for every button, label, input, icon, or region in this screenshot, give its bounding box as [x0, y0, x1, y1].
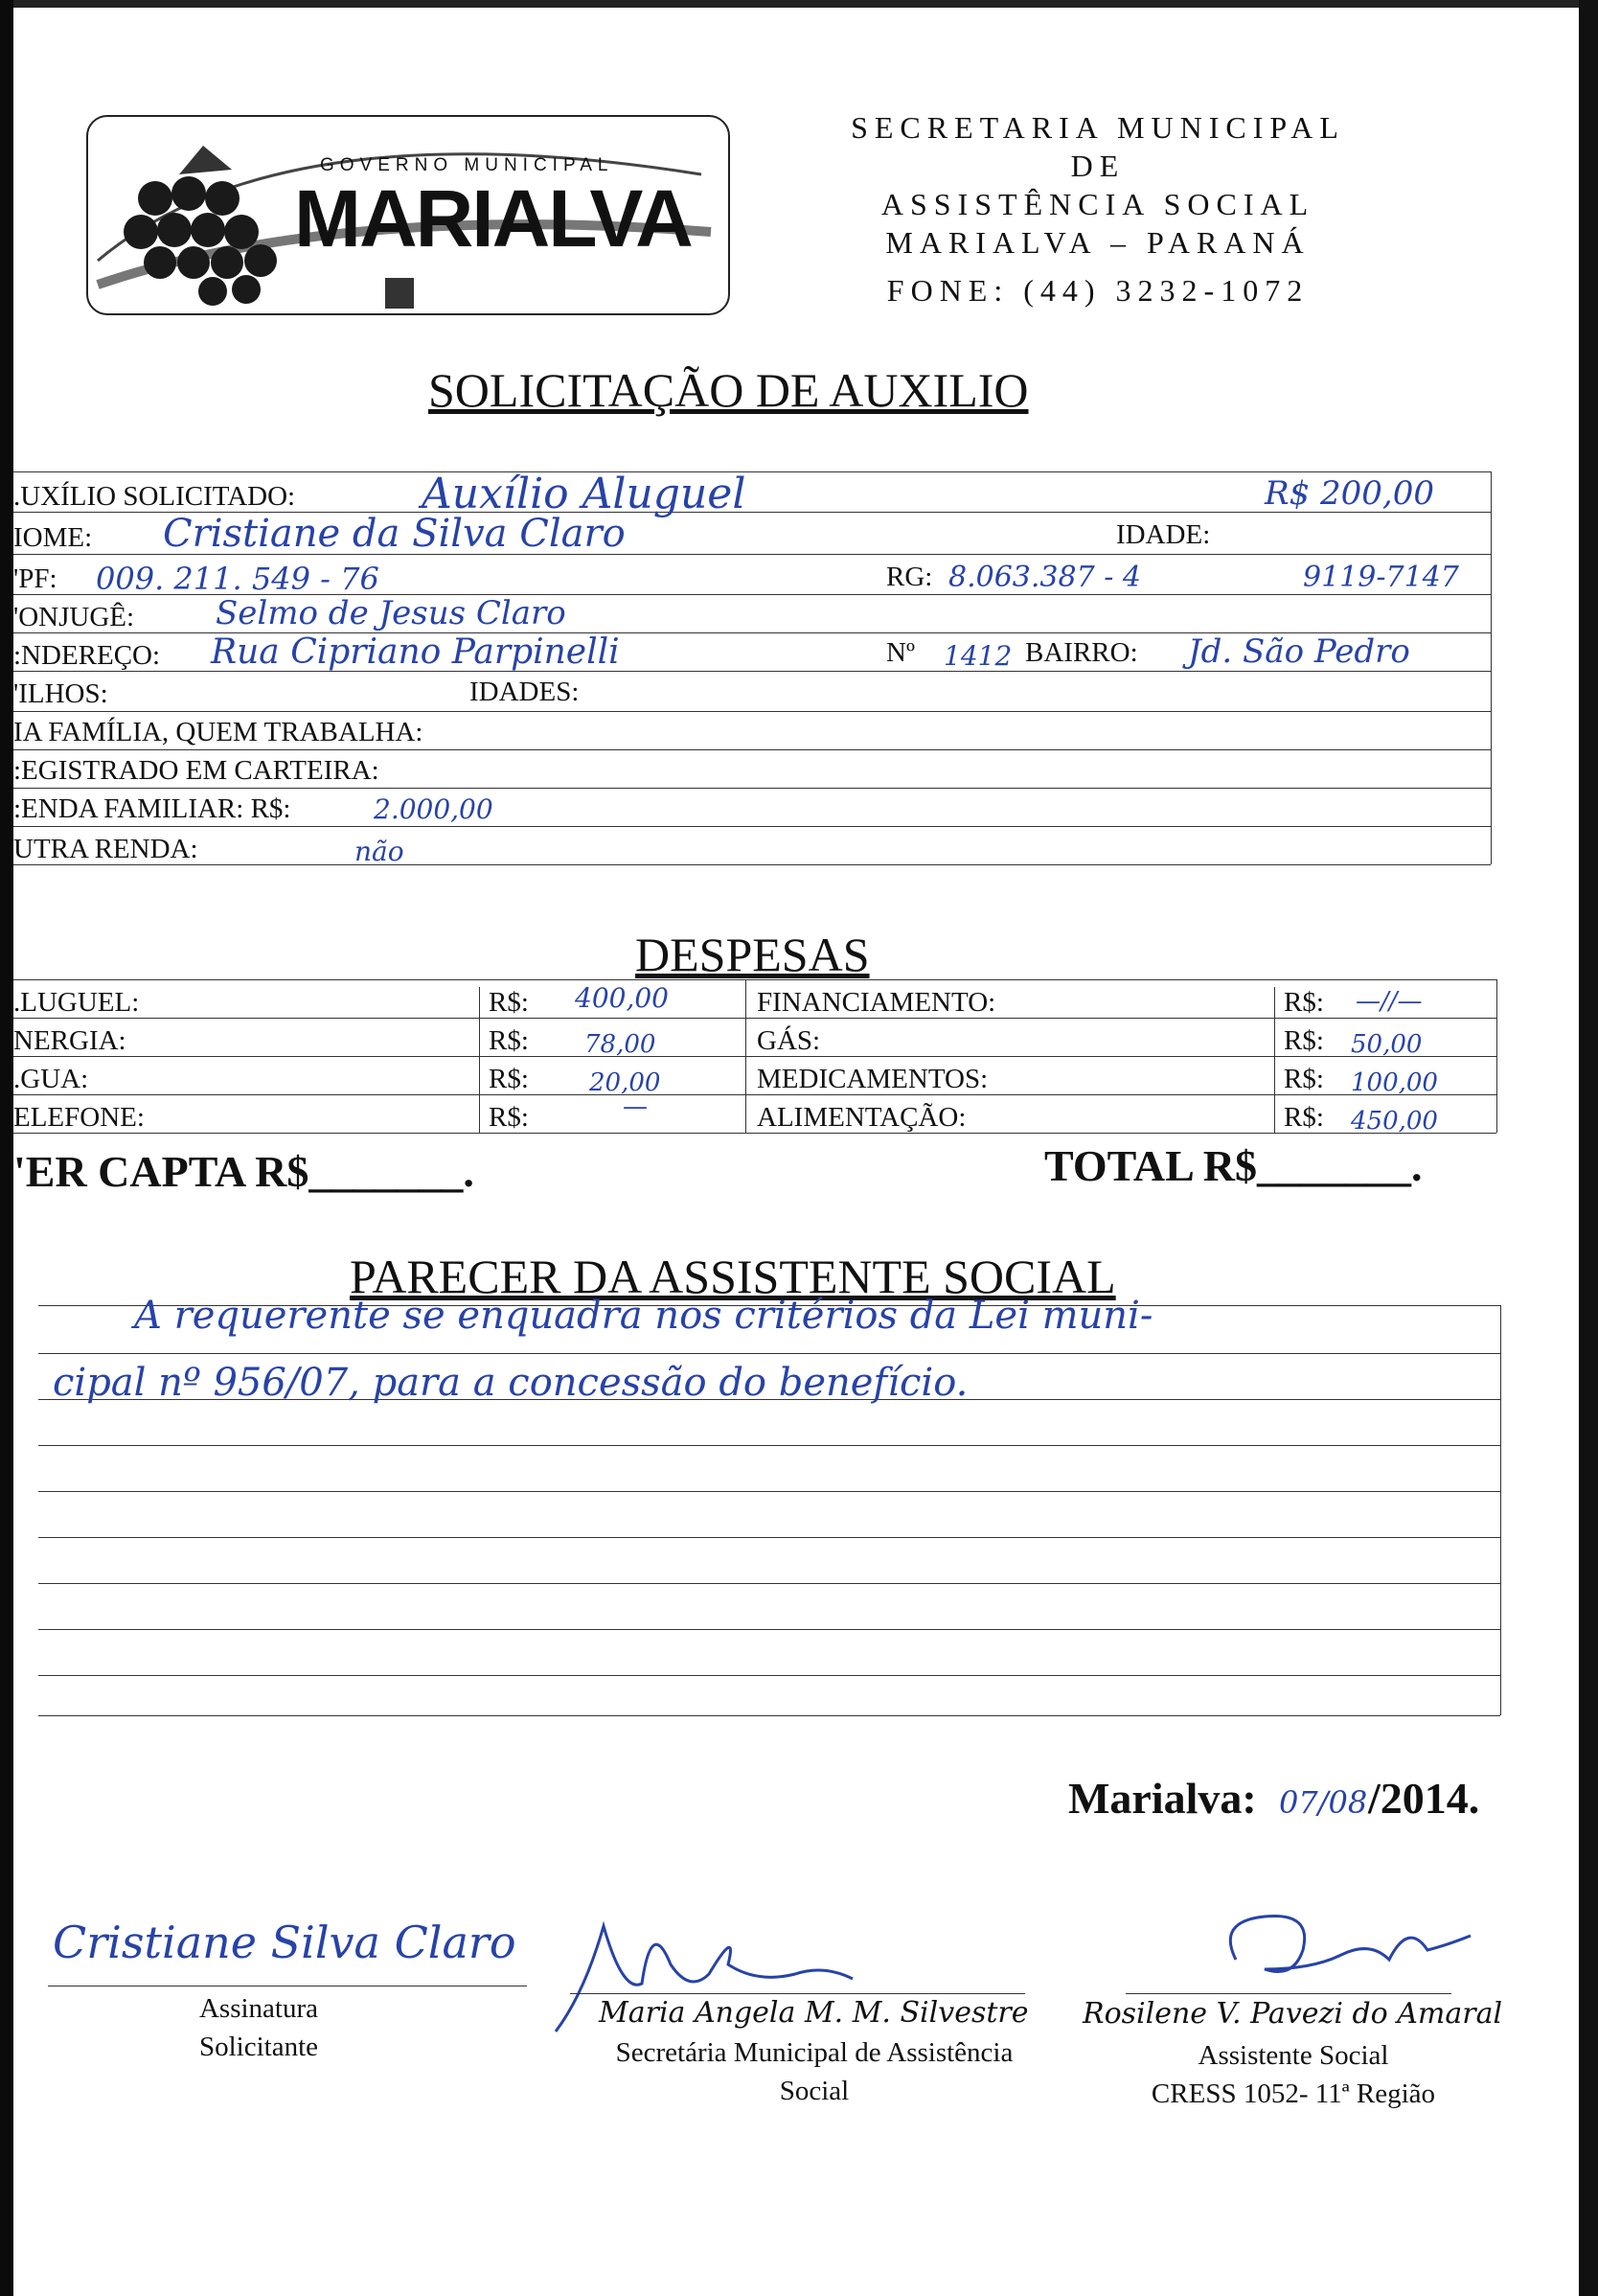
form-title: SOLICITAÇÃO DE AUXILIO: [428, 363, 1029, 417]
phone-value: 9119-7147: [1303, 561, 1459, 594]
endereco-label: :NDEREÇO:: [13, 640, 161, 671]
despesa-telefone-value: —: [623, 1092, 648, 1121]
auxilio-amount: R$ 200,00: [1265, 474, 1435, 513]
rg-label: RG:: [886, 562, 933, 592]
marialva-logo: [86, 115, 730, 315]
despesas-title: DESPESAS: [635, 928, 870, 981]
idade-label: IDADE:: [1116, 519, 1211, 550]
cpf-label: 'PF:: [13, 563, 57, 594]
despesa-energia-currency: R$:: [489, 1025, 529, 1056]
parecer-line-1: A requerente se enquadra nos critérios da Lei muni-: [134, 1294, 1153, 1338]
rg-value: 8.063.387 - 4: [948, 561, 1141, 594]
familia-label: IA FAMÍLIA, QUEM TRABALHA:: [13, 717, 423, 747]
parecer-line-2: cipal nº 956/07, para a concessão do benefício.: [53, 1361, 969, 1405]
renda-label: :ENDA FAMILIAR: R$:: [13, 793, 291, 824]
parecer-title: PARECER DA ASSISTENTE SOCIAL: [350, 1250, 1116, 1303]
conjuge-label: 'ONJUGÊ:: [13, 602, 135, 632]
outra-renda-label: UTRA RENDA:: [13, 834, 198, 864]
despesa-agua-label: .GUA:: [13, 1064, 89, 1094]
date-year: /2014.: [1368, 1774, 1480, 1823]
numero-value: 1412: [944, 640, 1013, 672]
numero-label: Nº: [886, 637, 915, 668]
despesa-energia-value: 78,00: [584, 1030, 656, 1059]
scan-top-edge: [0, 0, 1598, 8]
despesa-aluguel-currency: R$:: [489, 987, 529, 1018]
date-handwritten: 07/08: [1279, 1784, 1368, 1821]
conjuge-value: Selmo de Jesus Claro: [216, 594, 566, 632]
outra-renda-value: não: [354, 836, 404, 867]
scan-right-edge: [1579, 0, 1598, 2296]
nome-label: IOME:: [13, 522, 93, 553]
despesa-financiamento-currency: R$:: [1284, 987, 1324, 1018]
signature-assistente-scribble: [1198, 1902, 1485, 1998]
per-capta: 'ER CAPTA R$_______.: [13, 1147, 474, 1196]
despesa-gas-label: GÁS:: [757, 1025, 821, 1056]
despesa-financiamento-value: —//—: [1356, 987, 1423, 1016]
despesa-medicamentos-label: MEDICAMENTOS:: [757, 1064, 989, 1094]
despesa-telefone-currency: R$:: [489, 1102, 529, 1133]
header-line-3: ASSISTÊNCIA SOCIAL: [880, 187, 1315, 221]
despesa-alimentacao-currency: R$:: [1284, 1102, 1324, 1133]
bairro-label: BAIRRO:: [1025, 637, 1138, 668]
bairro-value: Jd. São Pedro: [1188, 632, 1410, 671]
despesa-medicamentos-value: 100,00: [1351, 1068, 1438, 1097]
renda-value: 2.000,00: [374, 793, 493, 825]
despesa-financiamento-label: FINANCIAMENTO:: [757, 987, 996, 1018]
date-label: Marialva:: [1068, 1774, 1257, 1823]
signature-solicitante: Cristiane Silva Claro: [53, 1917, 516, 1968]
despesa-agua-value: 20,00: [589, 1068, 661, 1097]
auxilio-value: Auxílio Aluguel: [422, 470, 746, 518]
endereco-value: Rua Cipriano Parpinelli: [211, 632, 620, 672]
registrado-label: :EGISTRADO EM CARTEIRA:: [13, 755, 379, 786]
cpf-value: 009. 211. 549 - 76: [96, 561, 379, 597]
assistente-name: Rosilene V. Pavezi do Amaral: [1083, 1997, 1503, 2031]
despesa-medicamentos-currency: R$:: [1284, 1064, 1324, 1094]
despesa-alimentacao-value: 450,00: [1351, 1107, 1438, 1136]
header-line-1: SECRETARIA MUNICIPAL: [851, 110, 1345, 145]
header-line-phone: FONE: (44) 3232-1072: [886, 273, 1310, 308]
despesa-energia-label: NERGIA:: [13, 1025, 126, 1056]
header-line-2: DE: [1070, 149, 1126, 183]
logo-big-text: MARIALVA: [294, 173, 692, 264]
despesa-aluguel-label: .LUGUEL:: [13, 987, 140, 1018]
scan-left-edge: [0, 0, 13, 2296]
caption-secretaria-2: Social: [779, 2076, 850, 2106]
despesa-gas-currency: R$:: [1284, 1025, 1324, 1056]
header-line-4: MARIALVA – PARANÁ: [885, 225, 1311, 260]
filhos-label: 'ILHOS:: [13, 678, 108, 709]
total: TOTAL R$_______.: [1044, 1141, 1423, 1190]
despesa-gas-value: 50,00: [1351, 1030, 1423, 1059]
logo-small-text: GOVERNO MUNICIPAL: [320, 155, 614, 175]
despesa-alimentacao-label: ALIMENTAÇÃO:: [757, 1102, 967, 1133]
despesa-agua-currency: R$:: [489, 1064, 529, 1094]
caption-solicitante: Solicitante: [198, 2032, 319, 2062]
nome-value: Cristiane da Silva Claro: [163, 512, 626, 556]
secretaria-name: Maria Angela M. M. Silvestre: [599, 1996, 1029, 2030]
despesa-telefone-label: ELEFONE:: [13, 1102, 145, 1133]
caption-assistente-2: CRESS 1052- 11ª Região: [1151, 2078, 1436, 2109]
despesa-aluguel-value: 400,00: [575, 982, 669, 1014]
caption-assinatura: Assinatura: [198, 1993, 319, 2024]
idades-label: IDADES:: [469, 677, 580, 707]
caption-assistente-1: Assistente Social: [1198, 2040, 1389, 2071]
auxilio-label: .UXÍLIO SOLICITADO:: [13, 481, 296, 512]
caption-secretaria-1: Secretária Municipal de Assistência: [615, 2037, 1014, 2068]
